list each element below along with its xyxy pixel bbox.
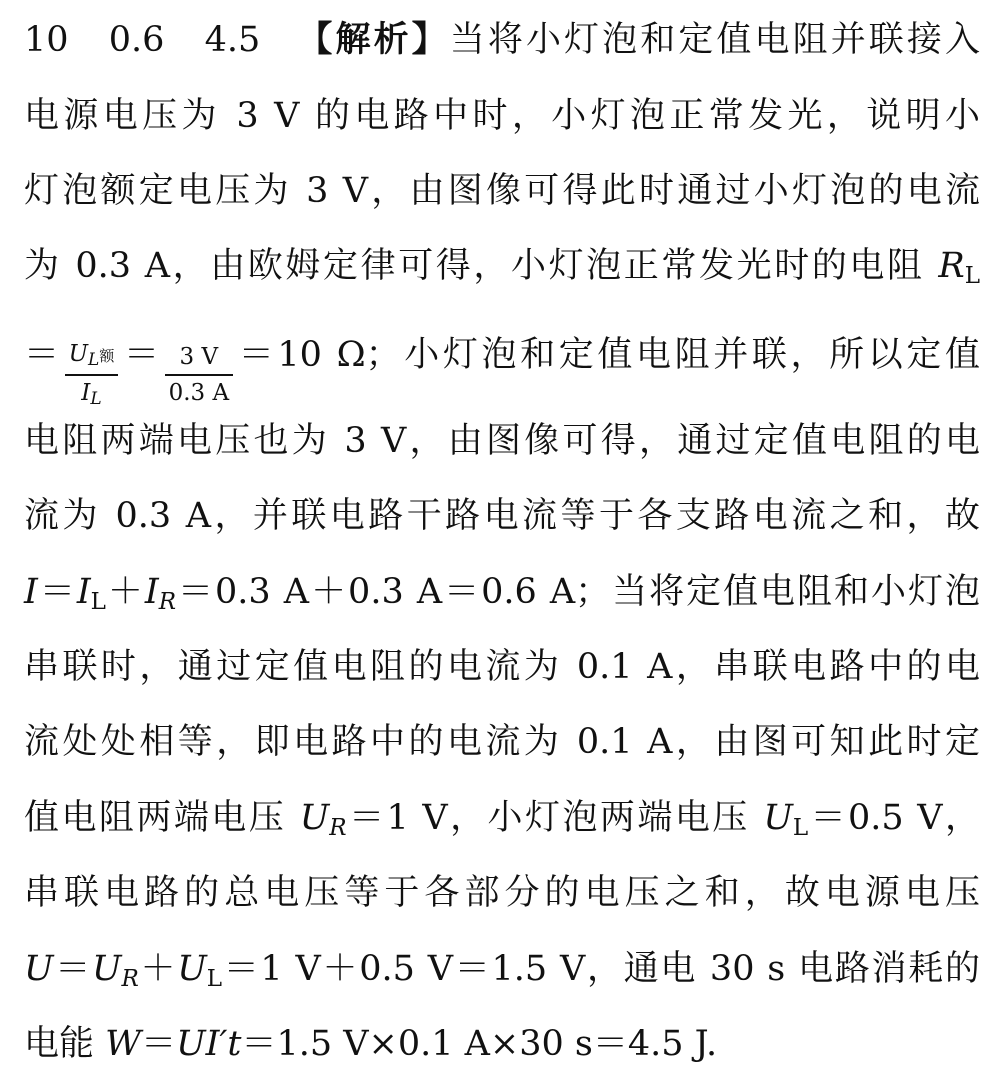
line-3: [24, 166, 980, 216]
line-1: [24, 15, 980, 65]
symbol-i: I: [24, 572, 38, 612]
line-6: [24, 416, 980, 466]
line-11: 值电阻两端电压 $U_R=1$ V，小灯泡两端电压 $U_L=0.5$ V，: [24, 798, 980, 841]
equals-sign: ＝: [24, 335, 63, 375]
line-5-formula: [24, 315, 980, 409]
line-8-text: ＝0.3 A＋0.3 A＝0.6 A；当将定值电阻和小灯泡: [176, 572, 980, 612]
line-6-text: 电阻两端电压也为 3 V，由图像可得，通过定值电阻的电: [24, 421, 980, 461]
line-12: [24, 868, 980, 918]
line-13-text: ＝1 V＋0.5 V＝1.5 V，通电 30 s 电路消耗的: [221, 949, 980, 989]
line-2: [24, 91, 980, 141]
fraction-numerator: UL额: [68, 341, 115, 370]
answers: 10 0.6 4.5: [24, 20, 261, 60]
equals-sign: ＝: [120, 335, 163, 375]
line-9: [24, 642, 980, 692]
fraction-denominator: 0.3 A: [168, 380, 230, 406]
line-13: $U=U_R+U_L=1$ V＋0.5 V＝1.5 V，通电 30 s 电路消耗的: [24, 949, 980, 992]
line-4: [24, 241, 980, 291]
fraction-denominator: IL: [81, 380, 102, 409]
line-4-text: 为 0.3 A，由欧姆定律可得，小灯泡正常发光时的电阻: [24, 246, 939, 286]
line-12-text: 串联电路的总电压等于各部分的电压之和，故电源电压: [24, 873, 980, 913]
analysis-label: 【解析】: [294, 19, 450, 60]
fraction-ul-over-il: [65, 343, 119, 408]
line-3-text: 灯泡额定电压为 3 V，由图像可得此时通过小灯泡的电流: [24, 171, 980, 211]
symbol-r: R: [938, 246, 965, 286]
line-7: [24, 491, 980, 541]
line-14-text: ＝1.5 V×0.1 A×30 s＝4.5 J.: [241, 1024, 718, 1064]
fraction-numerator: 3 V: [179, 344, 219, 370]
line-8: $I=I_L+I_R=0.3$ A＋0.3 A＝0.6 A；当将定值电阻和小灯泡: [24, 572, 980, 615]
line-2-text: 电源电压为 3 V 的电路中时，小灯泡正常发光，说明小: [24, 96, 980, 136]
line-10-text: 流处处相等，即电路中的电流为 0.1 A，由图可知此时定: [24, 722, 980, 762]
line-14: 电能 W＝UI′t＝1.5 V×0.1 A×30 s＝4.5 J.: [24, 1024, 718, 1064]
line-7-text: 流为 0.3 A，并联电路干路电流等于各支路电流之和，故: [24, 496, 980, 536]
line-5-text: ＝10 Ω；小灯泡和定值电阻并联，所以定值: [235, 335, 980, 375]
line-9-text: 串联时，通过定值电阻的电流为 0.1 A，串联电路中的电: [24, 647, 980, 687]
line-10: [24, 717, 980, 767]
line-1-text: 当将小灯泡和定值电阻并联接入: [449, 20, 980, 60]
subscript-l: L: [964, 263, 980, 289]
fraction-3v-over-03a: [165, 346, 234, 405]
